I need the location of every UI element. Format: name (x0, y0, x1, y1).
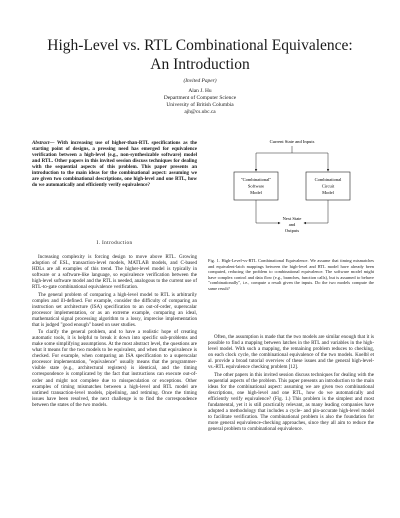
author-name: Alan J. Hu (188, 88, 212, 94)
right-paragraph: The other papers in this invited session discuss techniques for dealing with the sequential aspects of the problem. This paper presents an introduction to the main ideas for the combinational aspect: assuming we are given two combinational descriptions, one high-level and one RTL, how do we automatically and efficiently verify equivalence? (Fig. 1.) This problem is the simplest and most fundamental, yet it is still practically relevant, as many leading companies have adopted a methodology that includes a cycle- and pin-accurate high-level model to facilitate verification. The combinational problem is also the foundation for more general equivalence-checking approaches, since they all aim to reduce the general problem to combinational equivalence. (208, 371, 374, 432)
title-line-2: An Introduction (150, 56, 250, 73)
introduction-body (32, 254, 197, 409)
paper-title (40, 36, 360, 74)
author-university: University of British Columbia (166, 102, 234, 108)
author-email: ajh@cs.ubc.ca (184, 109, 216, 115)
abstract-text: — With increasing use of higher-than-RTL specifications as the starting point of designs, a pressing need has emerged for equivalence verification between a high-level (e.g., non-synthesizable software) model and RTL. Other papers in this invited session discuss techniques for dealing with the sequential aspects of this problem. This paper presents an introduction to the main ideas for the combinational aspect: assuming we are given two combinational descriptions, one high-level and one RTL, how do we automatically and efficiently verify equivalence? (32, 140, 197, 189)
figure-1-diagram (212, 137, 372, 257)
abstract-paragraph (32, 140, 197, 188)
figure-1-caption (208, 258, 374, 292)
figure-bottom-label-line: Next State (282, 216, 302, 221)
abstract-lead: Abstract (32, 140, 50, 146)
right-paragraph: Often, the assumption is made that the two models are similar enough that it is possible to find a mapping between latches in the RTL and variables in the high-level model. With such a mapping, the remaining problem reduces to checking, on each clock cycle, the combinational equivalence of the two models. Koelbl et al. provide a broad tutorial overview of these issues and the general high-level-vs.-RTL equivalence checking problem [12]. (208, 334, 374, 371)
software-box-line: Model (250, 190, 262, 195)
circuit-box-line: Circuit (321, 183, 335, 189)
circuit-box-line: Model (322, 190, 334, 195)
abstract (32, 140, 197, 190)
right-column-body (208, 334, 374, 433)
intro-paragraph: Increasing complexity is forcing design to move above RTL. Growing adoption of ESL, transaction-level models, MATLAB models, and C-based HDLs are all examples of this trend. The higher-level model is typically in software or a software-like language, so equivalence verification between the high-level software model and the RTL is needed, analogous to the current use of RTL-to-gate combinational equivalence verification. (32, 254, 197, 291)
software-box-line: Software (247, 183, 265, 189)
software-box-line: "Combinational" (240, 177, 272, 182)
intro-paragraph: To clarify the general problem, and to have a realistic hope of creating automatic tools, it is helpful to break it down into specific sub-problems and make some simplifying assumptions. At the most abstract level, the questions are what it means for the two models to be equivalent, and when that equivalence is checked. For example, when comparing an ISA specification to a superscalar processor implementation, "equivalence" usually means that the programmer-visible state (e.g., architectural registers) is identical, and the timing correspondence is complicated by the fact that instructions can execute out-of-order and might not complete due to misspeculation or exceptions. Other examples of timing mismatches between a high-level and RTL model are untimed transaction-level models, pipelining, and retiming. Once the timing issues have been resolved, the next challenge is to find the correspondence between the states of the two models. (32, 329, 197, 408)
invited-paper-note: (Invited Paper) (183, 78, 217, 84)
author-dept: Department of Computer Science (163, 95, 237, 101)
intro-paragraph: The general problem of comparing a high-level model to RTL is arbitrarily complex and ill-defined. For example, consider the difficulty of comparing an instruction set architecture (ISA) specification to an out-of-order, superscalar processor implementation, or as an extreme example, comparing an ideal, mathematical signal processing algorithm to a lossy, imprecise implementation that is judged "good enough" based on user studies. (32, 291, 197, 328)
caption-text: Fig. 1. High-Level-vs-RTL Combinational Equivalence. We assume that timing mismatches and equivalent-latch mappings between the high-level and RTL model have already been computed, reducing the problem to combinational equivalence. The software model might have complex control and data flow (e.g., branches, function calls), but is assumed to behave "combinationally", i.e., compute a result given the inputs. Do the two models compute the same result? (208, 258, 374, 291)
circuit-box-line: Combinational (314, 177, 342, 182)
section-heading-introduction: I. Introduction (96, 240, 133, 246)
figure-top-label: Current State and Inputs (269, 139, 315, 144)
figure-bottom-label-line: Outputs (284, 228, 300, 233)
title-line-1: High-Level vs. RTL Combinational Equivalence: (47, 37, 353, 54)
figure-bottom-label-line: and (288, 222, 296, 227)
author-block (0, 88, 400, 116)
